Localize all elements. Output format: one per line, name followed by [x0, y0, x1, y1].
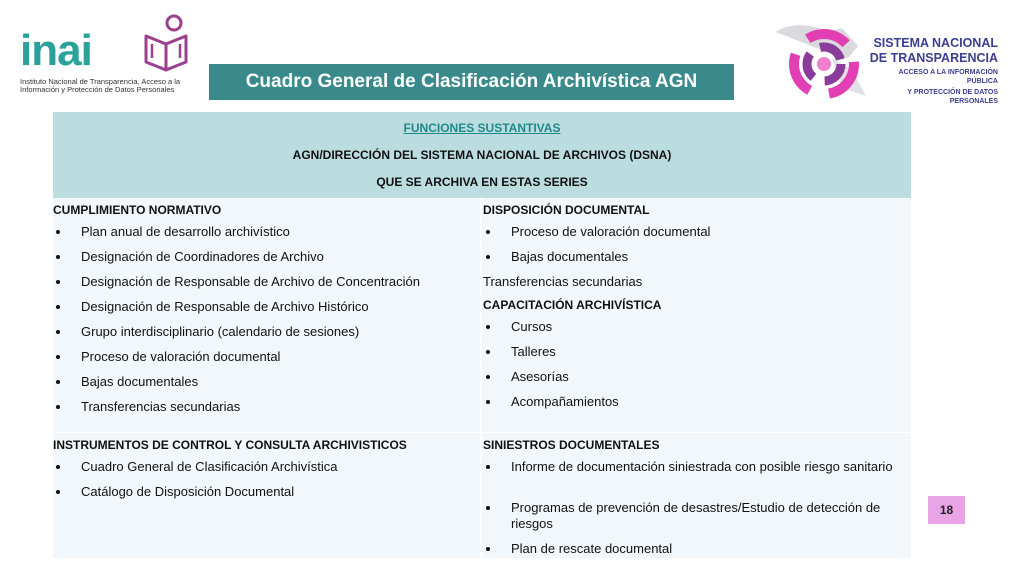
cumplimiento-cell [53, 198, 482, 432]
list-item: Designación de Responsable de Archivo de Concentración [53, 270, 480, 295]
table-header [53, 112, 911, 198]
list-item: Designación de Responsable de Archivo Histórico [53, 295, 480, 320]
funciones-sustantivas-link[interactable]: FUNCIONES SUSTANTIVAS [403, 121, 561, 135]
list-item: Informe de documentación siniestrada con posible riesgo sanitario [483, 455, 911, 496]
table-row [53, 198, 911, 433]
list-item: Bajas documentales [483, 245, 911, 270]
inai-wordmark: inai [20, 26, 92, 75]
list-item: Designación de Coordinadores de Archivo [53, 245, 480, 270]
header-series: QUE SE ARCHIVA EN ESTAS SERIES [376, 175, 588, 189]
header-dsna: AGN/DIRECCIÓN DEL SISTEMA NACIONAL DE ARCHIVOS (DSNA) [292, 148, 672, 162]
section-title: SINIESTROS DOCUMENTALES [483, 438, 660, 452]
list-item: Catálogo de Disposición Documental [53, 480, 480, 505]
list-item: Plan anual de desarrollo archivístico [53, 220, 480, 245]
list-item: Cursos [483, 315, 911, 340]
instrumentos-cell [53, 433, 482, 558]
inai-logo [20, 14, 195, 100]
section-title: CAPACITACIÓN ARCHIVÍSTICA [483, 298, 662, 312]
snt-swirl-map-icon [772, 18, 872, 108]
disposicion-cell [482, 198, 911, 432]
inai-book-person-icon [138, 14, 194, 74]
list-item: Grupo interdisciplinario (calendario de sesiones) [53, 320, 480, 345]
page-number-badge: 18 [928, 496, 965, 524]
section-title: INSTRUMENTOS DE CONTROL Y CONSULTA ARCHIVISTICOS [53, 438, 407, 452]
section-title: DISPOSICIÓN DOCUMENTAL [483, 203, 650, 217]
section-title: CUMPLIMIENTO NORMATIVO [53, 203, 222, 217]
siniestros-cell [482, 433, 911, 558]
list-item: Asesorías [483, 365, 911, 390]
inai-subtitle: Instituto Nacional de Transparencia, Acceso a la Información y Protección de Datos Personales [20, 77, 181, 94]
list-item: Proceso de valoración documental [483, 220, 911, 245]
list-item: Proceso de valoración documental [53, 345, 480, 370]
page-title: Cuadro General de Clasificación Archivística AGN [209, 64, 734, 100]
list-item: Talleres [483, 340, 911, 365]
table-row [53, 433, 911, 558]
snt-logo-text: SISTEMA NACIONAL DE TRANSPARENCIA ACCESO A LA INFORMACIÓN PÚBLICA Y PROTECCIÓN DE DATOS PERSONALES [869, 36, 998, 105]
list-item: Transferencias secundarias [53, 395, 480, 420]
list-item: Plan de rescate documental [483, 537, 911, 562]
list-item: Bajas documentales [53, 370, 480, 395]
plain-item: Transferencias secundarias [483, 274, 643, 289]
list-item: Cuadro General de Clasificación Archivística [53, 455, 480, 480]
classification-table [53, 112, 911, 558]
list-item: Acompañamientos [483, 390, 911, 415]
list-item: Programas de prevención de desastres/Estudio de detección de riesgos [483, 496, 911, 537]
